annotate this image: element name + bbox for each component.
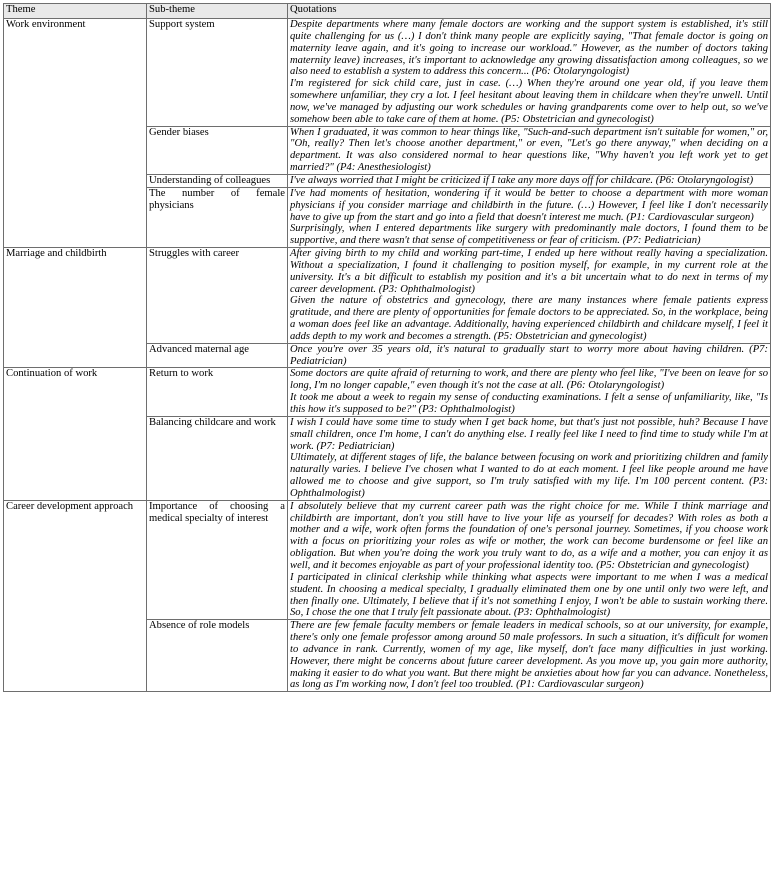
quotations-cell — [288, 174, 771, 187]
quote: Despite departments where many female doctors are working and the support system is established, it's still quite challenging for us (…) I don't think many people are explicitly saying, "That female doctor is going on maternity leave again, and it's going to increase our workload." However, as the number of doctors taking maternity leave) increases, it's important to acknowledge any growing dissatisfaction among colleagues, so we also need to establish a system to address this concern... (P6: Otolaryngologist) — [290, 19, 768, 78]
sub-theme-cell: Importance of choosing a medical specialty of interest — [147, 500, 288, 619]
quotations-cell — [288, 368, 771, 416]
sub-theme-cell: Absence of role models — [147, 620, 288, 692]
quote: I participated in clinical clerkship while thinking what aspects were important to me when I was a medical student. In choosing a medical specialty, I gradually eliminated them one by one until only two were left, and then finally one. Ultimately, I believe that if it's not something I enjoy, I won't be able to sustain working there. So, I chose the one that I truly felt passionate about. (P3: Ophthalmologist) — [290, 571, 768, 619]
quote: I'm registered for sick child care, just in case. (…) When they're around one year old, if you leave them somewhere unfamiliar, they cry a lot. I feel hesitant about leaving them in childcare when they're unwell. Until now, we've managed by adjusting our work schedules or having grandparents come over to help out, so we've somehow been able to take care of them at home. (P5: Obstetrician and gynecologist) — [290, 78, 768, 125]
quotations-cell — [288, 500, 771, 619]
theme-cell: Work environment — [4, 19, 147, 248]
theme-cell: Continuation of work — [4, 368, 147, 500]
quotations-cell — [288, 416, 771, 500]
sub-theme-cell: Advanced maternal age — [147, 343, 288, 368]
quote: After giving birth to my child and working part-time, I ended up here without really having a specialization. Without a specialization, I found it challenging to position myself, for example, in my current role at the university. It's a bit difficult to establish my position and it's a bit uncertain what to do next in terms of my career development. (P3: Ophthalmologist) — [290, 248, 768, 295]
quote: Some doctors are quite afraid of returning to work, and there are plenty who feel like, "I've been on leave for so long, I'm no longer capable," even though it's not the case at all. (P6: Otolaryngologist) — [290, 368, 768, 392]
header-row — [4, 4, 771, 19]
quote: Once you're over 35 years old, it's natural to gradually start to worry more about having children. (P7: Pediatrician) — [290, 343, 768, 367]
theme-cell: Marriage and childbirth — [4, 248, 147, 368]
header-quotations: Quotations — [288, 4, 771, 19]
quote: There are few female faculty members or female leaders in medical schools, so at our university, for example, there's only one female professor among around 50 male professors. In such a situation, it's difficult for women to advance in rank. Currently, women of my age, like myself, don't face many difficulties in just working. However, there might be concerns about future career development. As you move up, you gain more authority, making it easier to do what you want. But there might be anxieties about how far you can advance. Nonetheless, as long as I'm working now, I don't feel too troubled. (P1: Cardiovascular surgeon) — [290, 620, 768, 691]
sub-theme-cell: Balancing childcare and work — [147, 416, 288, 500]
quote: Given the nature of obstetrics and gynecology, there are many instances where female patients express gratitude, and there are plenty of opportunities for female doctors to be appreciated. So, in the workplace, being a woman does feel like an advantage. Additionally, having experienced childbirth and childcare myself, I feel it adds depth to my work and becomes a strength. (P5: Obstetrician and gynecologist) — [290, 295, 768, 342]
sub-theme-cell: Gender biases — [147, 126, 288, 174]
themes-table — [3, 3, 771, 692]
quotations-cell — [288, 343, 771, 368]
sub-theme-cell: The number of female physicians — [147, 187, 288, 247]
header-theme: Theme — [4, 4, 147, 19]
table-row — [4, 368, 771, 416]
quotations-cell — [288, 620, 771, 692]
quote: I've always worried that I might be criticized if I take any more days off for childcare. (P6: Otolaryngologist) — [290, 174, 754, 186]
table-row — [4, 500, 771, 619]
quotations-cell — [288, 248, 771, 344]
quotations-cell — [288, 126, 771, 174]
quote: I absolutely believe that my current career path was the right choice for me. While I think marriage and childbirth are important, don't you still have to live your life as yourself for decades? With roles as both a mother and a wife, work often forms the foundation of one's personal journey. Sometimes, if you choose work with a focus on prioritizing your roles as wife or mother, the work can become burdensome or feel like an obligation. But when you're doing the work you truly want to do, as a wife and a mother, you can enjoy it as well, and it becomes enjoyable as part of your professional identity too. (P5: Obstetrician and gynecologist) — [290, 500, 768, 571]
quote: Surprisingly, when I entered departments like surgery with predominantly male doctors, I found them to be supportive, and there wasn't that sense of competitiveness or fear of criticism. (P7: Pediatrician) — [290, 223, 768, 247]
quote: Ultimately, at different stages of life, the balance between focusing on work and prioritizing children and family naturally varies. I believe I've chosen what I wanted to do at each moment. I feel like people around me have allowed me to choose and give support, so I'm truly satisfied with my life. I'm 100 percent content. (P3: Ophthalmologist) — [290, 452, 768, 499]
theme-cell: Career development approach — [4, 500, 147, 692]
sub-theme-cell: Understanding of colleagues — [147, 174, 288, 187]
quotations-cell — [288, 19, 771, 127]
quote: I wish I could have some time to study when I get back home, but that's just not possible, huh? Because I have small children, once I'm home, I can't do anything else. I really feel like I need to find time to study while I'm at work. (P7: Pediatrician) — [290, 416, 768, 452]
quote: When I graduated, it was common to hear things like, "Such-and-such department isn't suitable for women," or, "Oh, really? Then let's choose another department," or even, "Let's go there anyway," when deciding on a department. It was also considered normal to hear questions like, "Why haven't you left work yet to get married?" (P4: Anesthesiologist) — [290, 126, 768, 174]
table-row — [4, 19, 771, 127]
table-row — [4, 248, 771, 344]
sub-theme-cell: Struggles with career — [147, 248, 288, 344]
quote: It took me about a week to regain my sense of conducting examinations. I felt a sense of unfamiliarity, like, "Is this how it's supposed to be?" (P3: Ophthalmologist) — [290, 392, 768, 415]
quote: I've had moments of hesitation, wondering if it would be better to choose a department with more woman physicians if you consider marriage and childbirth in the future. (…) However, I feel like I don't necessarily have to give up from the start and go into a field that doesn't interest me much. (P1: Cardiovascular surgeon) — [290, 187, 768, 223]
quotations-cell — [288, 187, 771, 247]
sub-theme-cell: Support system — [147, 19, 288, 127]
sub-theme-cell: Return to work — [147, 368, 288, 416]
header-sub-theme: Sub-theme — [147, 4, 288, 19]
